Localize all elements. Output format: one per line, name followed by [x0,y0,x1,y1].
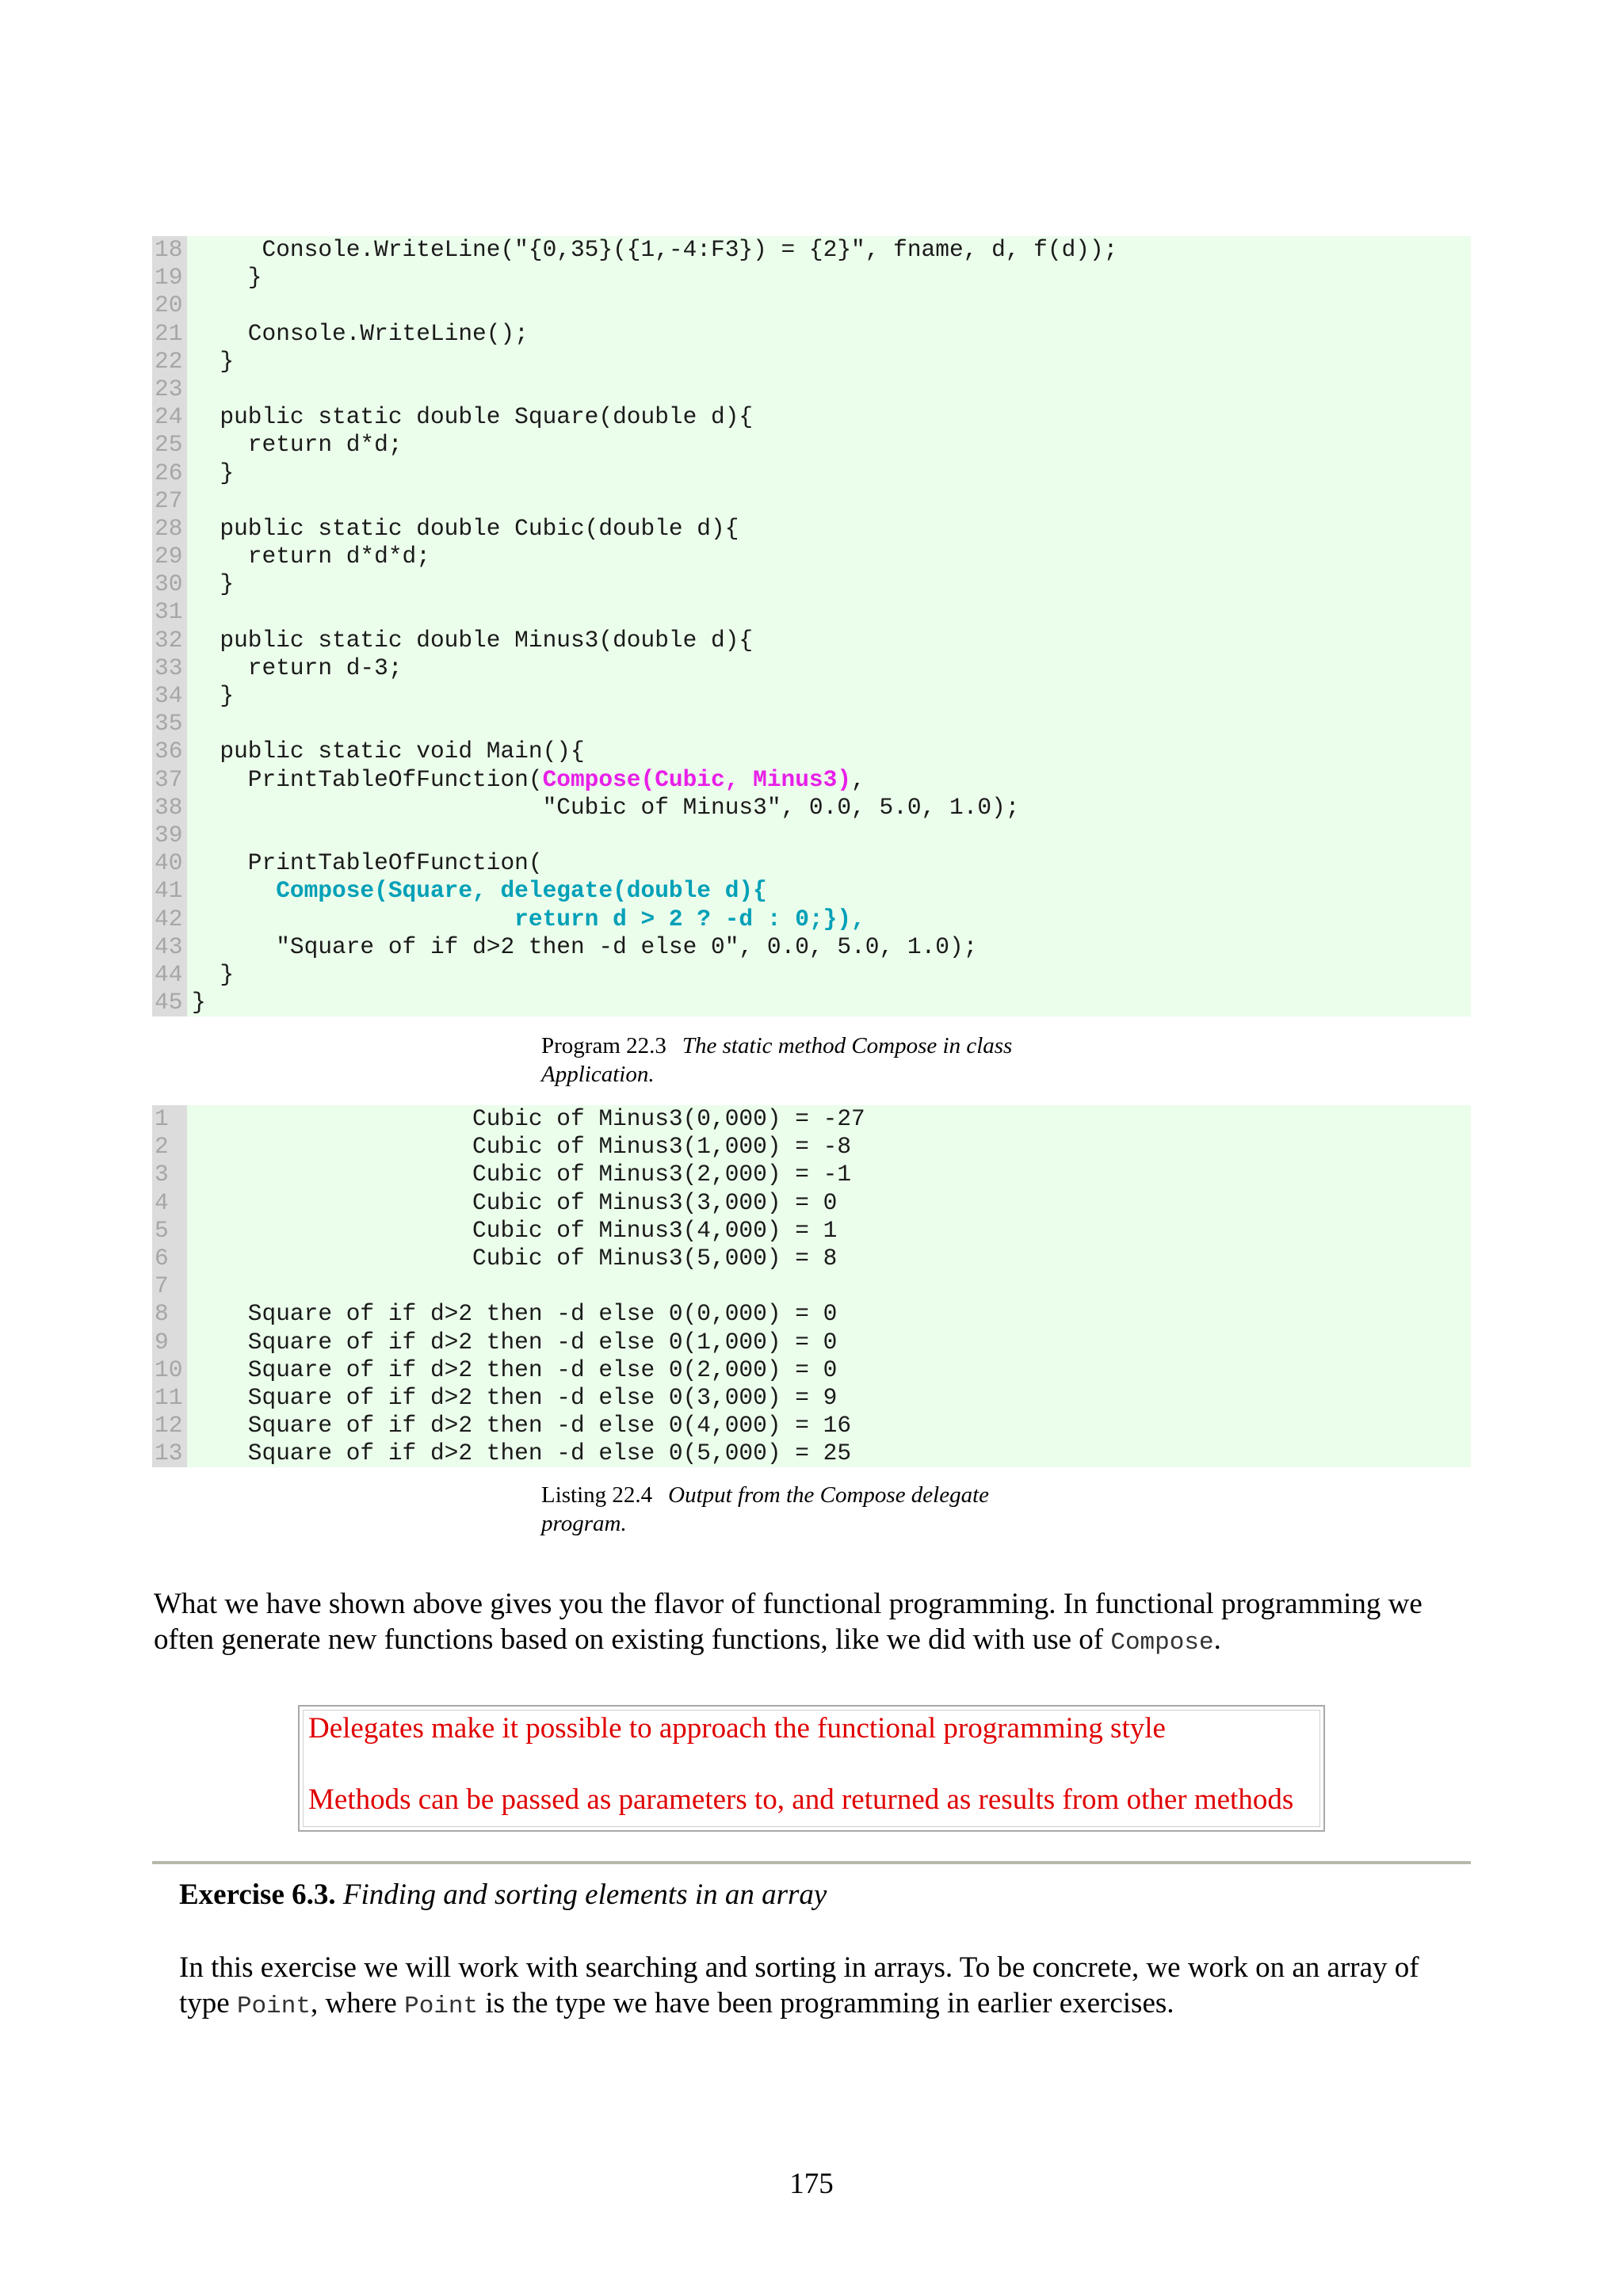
line-number: 7 [152,1272,187,1300]
code-line [152,515,1471,543]
code-text [187,570,234,598]
code-text [187,1412,851,1440]
code-text [187,348,234,376]
code-text [187,1217,837,1245]
code-line [152,1329,1471,1356]
code-line [152,1300,1471,1328]
code-line [152,1272,1471,1300]
line-number: 33 [152,654,187,682]
code-line [152,1161,1471,1188]
code-segment: PrintTableOfFunction( [192,765,543,793]
line-number: 18 [152,236,187,264]
code-text [187,1161,851,1188]
inline-code: Point [404,1993,479,2020]
exercise-line-1: In this exercise we will work with searching and sorting in arrays. To be concrete, we work on an array of [179,1951,1419,1984]
code-text [187,1356,837,1384]
line-number: 35 [152,710,187,738]
code-text [187,822,192,849]
line-number: 38 [152,794,187,822]
line-number: 45 [152,989,187,1016]
line-number: 27 [152,487,187,515]
code-segment: } [192,570,235,598]
code-segment: "Cubic of Minus3", 0.0, 5.0, 1.0); [192,793,1020,821]
code-segment: } [192,989,206,1016]
code-line [152,1440,1471,1467]
code-segment: Cubic of Minus3(1,000) = -8 [192,1133,852,1161]
code-segment: Square of if d>2 then -d else 0(1,000) = 0 [192,1328,838,1356]
line-number: 42 [152,906,187,933]
line-number: 3 [152,1161,187,1188]
exercise-heading [179,1877,1479,1913]
code-line [152,1133,1471,1161]
caption-title-cont: Application. [541,1062,655,1087]
line-number: 23 [152,376,187,403]
body-line-2 [154,1622,1501,1661]
line-number: 12 [152,1412,187,1440]
body-line-1: What we have shown above gives you the flavor of functional programming. In functional programming we [154,1588,1423,1620]
line-number: 21 [152,320,187,348]
callout-inner [303,1710,1320,1827]
line-number: 32 [152,627,187,654]
code-text [187,376,192,403]
line-number: 34 [152,682,187,710]
code-text [187,1245,837,1272]
line-number: 1 [152,1105,187,1133]
code-text [187,961,234,989]
code-segment: } [192,960,235,988]
body-text: type [179,1987,237,2019]
code-text [187,543,430,570]
line-number: 25 [152,431,187,459]
code-text [187,1329,837,1356]
code-line [152,403,1471,431]
code-segment: Square of if d>2 then -d else 0(3,000) = 9 [192,1383,838,1411]
code-text [187,794,1019,822]
code-text [187,627,753,654]
callout-point-2: Methods can be passed as parameters to, and returned as results from other methods [308,1783,1294,1816]
code-segment: Cubic of Minus3(3,000) = 0 [192,1188,838,1216]
inline-code: Compose [1110,1629,1214,1657]
code-segment: } [192,264,262,292]
caption-number: Program 22.3 [541,1033,666,1058]
line-number: 29 [152,543,187,570]
code-line [152,598,1471,626]
code-line [152,766,1471,794]
code-segment: return d*d*d; [192,543,430,570]
line-number: 37 [152,766,187,794]
code-line [152,460,1471,487]
line-number: 20 [152,292,187,319]
code-text [187,1105,865,1133]
code-line [152,1105,1471,1133]
code-line [152,1384,1471,1412]
body-text: often generate new functions based on existing functions, like we did with use of [154,1623,1111,1656]
code-line [152,1412,1471,1440]
code-highlight: Compose(Cubic, Minus3) [542,765,852,793]
code-segment: } [192,682,235,709]
code-text [187,292,192,319]
code-line [152,654,1471,682]
code-text [187,236,1117,264]
code-highlight: Compose(Square, delegate(double d){ [276,877,767,905]
code-text [187,989,206,1016]
code-line [152,877,1471,905]
section-divider [152,1861,1471,1864]
line-number: 22 [152,348,187,376]
line-number: 19 [152,264,187,292]
code-segment: public static double Minus3(double d){ [192,626,754,654]
exercise-line-2 [179,1985,1495,2024]
key-points-callout [298,1705,1325,1832]
code-line [152,961,1471,989]
line-number: 5 [152,1217,187,1245]
line-number: 13 [152,1440,187,1467]
callout-point-1: Delegates make it possible to approach the functional programming style [308,1712,1166,1745]
line-number: 2 [152,1133,187,1161]
code-segment: return d*d; [192,431,403,459]
body-text: . [1213,1623,1221,1656]
line-number: 4 [152,1189,187,1217]
code-segment: PrintTableOfFunction( [192,849,543,877]
code-text [187,710,192,738]
body-text: is the type we have been programming in earlier exercises. [478,1987,1174,2019]
line-number: 28 [152,515,187,543]
code-line [152,570,1471,598]
line-number: 8 [152,1300,187,1328]
code-segment [192,906,514,933]
exercise-label: Exercise 6.3. [179,1878,336,1911]
caption-number: Listing 22.4 [541,1482,653,1508]
code-line [152,264,1471,292]
output-listing [152,1105,1471,1467]
caption-title: Output from the Compose delegate [668,1482,990,1508]
code-text [187,403,753,431]
line-number: 26 [152,460,187,487]
code-line [152,543,1471,570]
code-segment: Console.WriteLine(); [192,319,529,347]
code-line [152,236,1471,264]
code-line [152,320,1471,348]
code-segment: , [851,765,865,793]
code-line [152,627,1471,654]
code-line [152,1356,1471,1384]
code-line [152,1189,1471,1217]
program-code-listing [152,236,1471,1016]
caption-title: The static method Compose in class [682,1033,1013,1058]
code-segment: "Square of if d>2 then -d else 0", 0.0, 5.0, 1.0); [192,933,978,960]
code-text [187,487,192,515]
body-paragraph [154,1586,1501,1661]
code-segment: Cubic of Minus3(5,000) = 8 [192,1244,838,1272]
line-number: 11 [152,1384,187,1412]
program-caption [541,1032,1112,1089]
code-text [187,515,739,543]
code-segment: } [192,347,235,375]
code-line [152,487,1471,515]
code-text [187,654,403,682]
exercise-title: Finding and sorting elements in an array [342,1878,827,1911]
code-text [187,598,192,626]
line-number: 24 [152,403,187,431]
line-number: 10 [152,1356,187,1384]
code-line [152,738,1471,765]
exercise-body [179,1950,1495,2024]
line-number: 30 [152,570,187,598]
code-text [187,906,865,933]
line-number: 43 [152,933,187,961]
code-text [187,877,767,905]
line-number: 6 [152,1245,187,1272]
code-text [187,1133,851,1161]
code-segment: public static double Square(double d){ [192,403,754,431]
code-segment: return d-3; [192,654,403,681]
code-segment: Square of if d>2 then -d else 0(4,000) = 16 [192,1412,852,1440]
code-text [187,1272,192,1300]
code-line [152,682,1471,710]
line-number: 44 [152,961,187,989]
line-number: 40 [152,849,187,877]
code-line [152,933,1471,961]
code-text [187,1440,851,1467]
code-segment: public static void Main(){ [192,738,585,765]
code-text [187,264,262,292]
page-number: 175 [789,2168,834,2200]
code-highlight: return d > 2 ? -d : 0;}), [514,905,865,933]
code-text [187,460,234,487]
code-text [187,849,543,877]
code-line [152,906,1471,933]
code-segment: Cubic of Minus3(0,000) = -27 [192,1105,865,1132]
code-text [187,682,234,710]
line-number: 9 [152,1329,187,1356]
code-text [187,1384,837,1412]
caption-title-cont: program. [541,1511,627,1536]
code-line [152,710,1471,738]
code-line [152,849,1471,877]
code-text [187,1189,837,1217]
code-line [152,794,1471,822]
code-line [152,292,1471,319]
code-text [187,431,403,459]
line-number: 39 [152,822,187,849]
code-segment [192,877,276,904]
code-segment: } [192,459,235,486]
code-line [152,989,1471,1016]
code-segment: public static double Cubic(double d){ [192,514,739,542]
code-text [187,1300,837,1328]
code-segment: Square of if d>2 then -d else 0(2,000) = 0 [192,1356,838,1383]
body-text: , where [310,1987,405,2019]
code-segment: Square of if d>2 then -d else 0(5,000) = 25 [192,1440,852,1467]
code-segment: Square of if d>2 then -d else 0(0,000) = 0 [192,1300,838,1328]
line-number: 36 [152,738,187,765]
code-segment: Cubic of Minus3(4,000) = 1 [192,1216,838,1244]
line-number: 31 [152,598,187,626]
code-line [152,1217,1471,1245]
code-line [152,431,1471,459]
code-segment: Cubic of Minus3(2,000) = -1 [192,1161,852,1188]
code-text [187,320,529,348]
code-line [152,1245,1471,1272]
code-line [152,822,1471,849]
output-caption [541,1481,1112,1538]
code-text [187,933,977,961]
code-text [187,766,865,794]
code-line [152,376,1471,403]
line-number: 41 [152,877,187,905]
code-text [187,738,585,765]
inline-code: Point [236,1993,311,2020]
code-line [152,348,1471,376]
code-segment: Console.WriteLine("{0,35}({1,-4:F3}) = {2}", fname, d, f(d)); [192,236,1118,263]
